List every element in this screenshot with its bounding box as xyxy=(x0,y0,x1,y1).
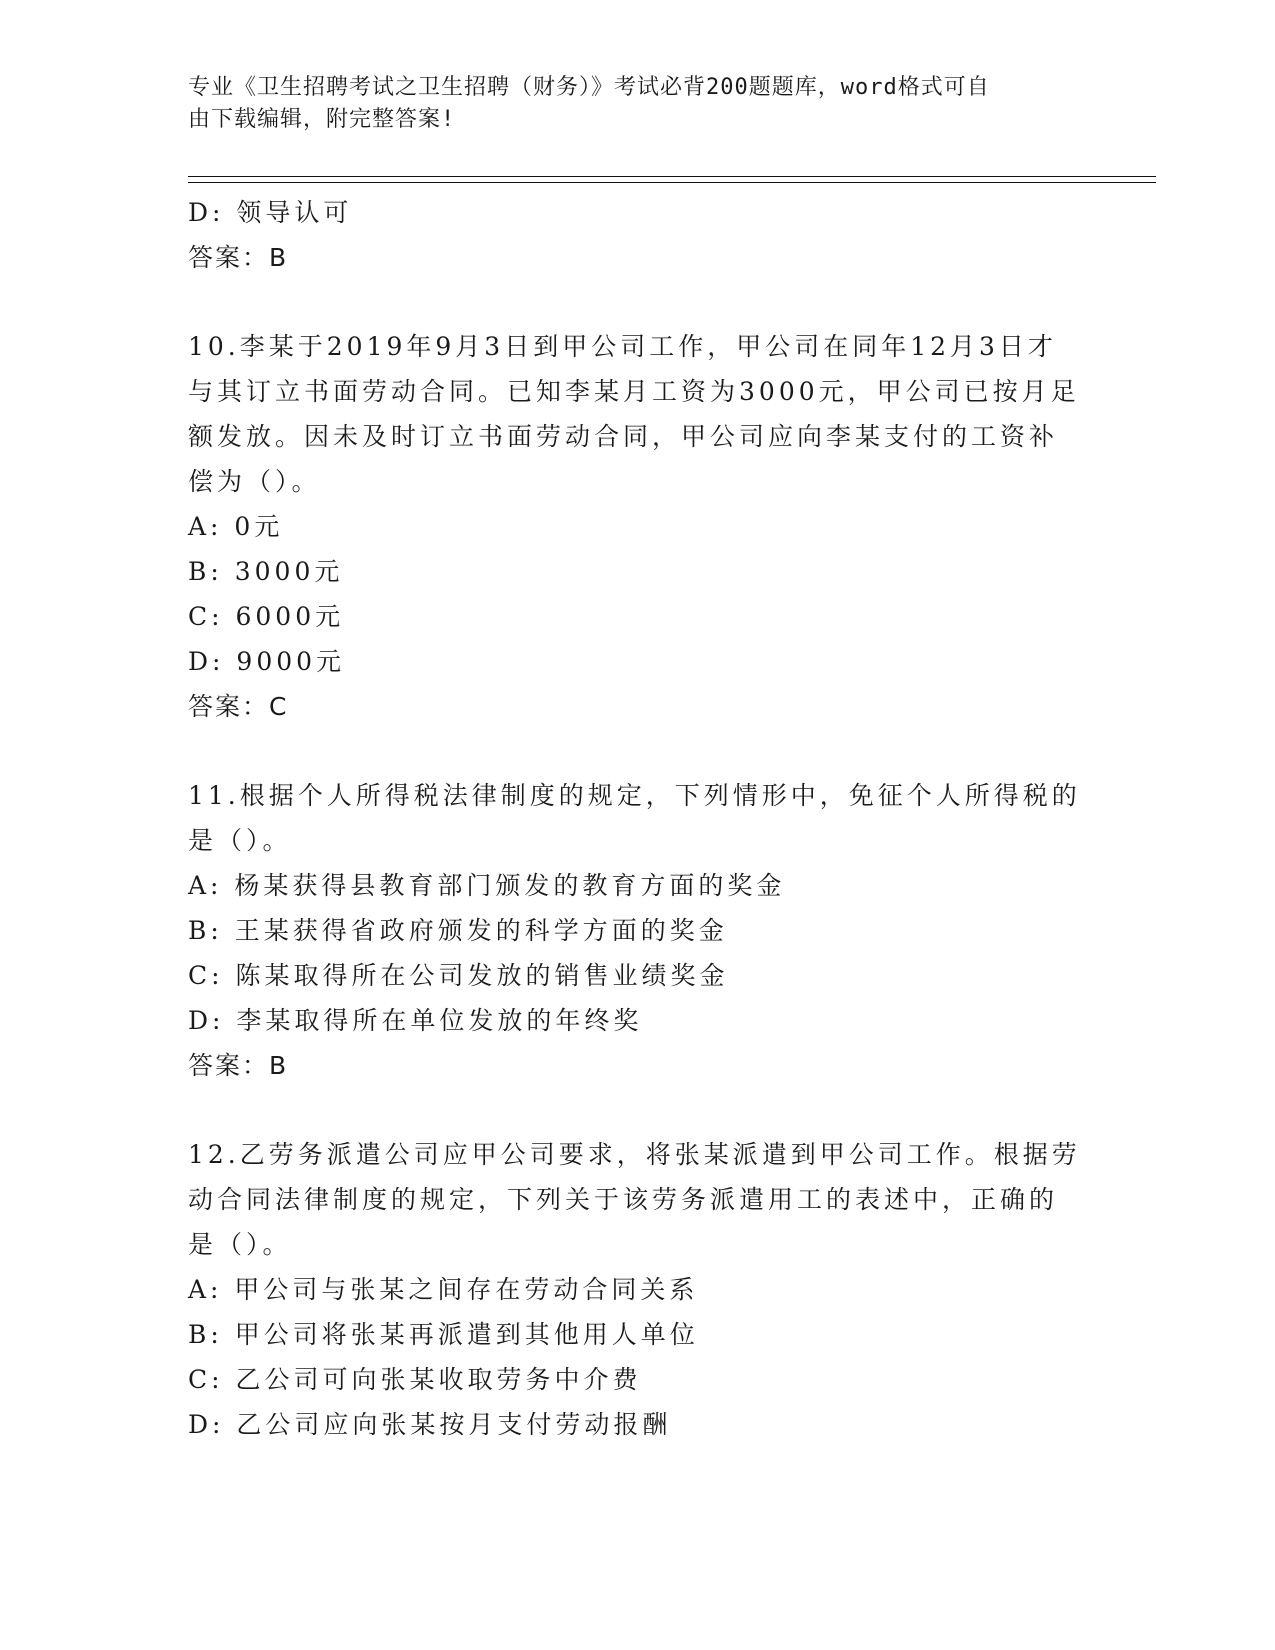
header-rule-bottom xyxy=(188,182,1156,183)
question-10-answer: 答案：C xyxy=(188,692,289,721)
prev-question-answer: 答案：B xyxy=(188,243,289,272)
header-line-1: 专业《卫生招聘考试之卫生招聘（财务）》考试必背200题题库，word格式可自 xyxy=(188,75,990,100)
question-12-option-a: A: 甲公司与张某之间存在劳动合同关系 xyxy=(188,1275,699,1304)
stem-line: 是（）。 xyxy=(188,1230,292,1259)
question-11-stem xyxy=(188,773,1081,863)
question-10-option-a: A: 0元 xyxy=(188,512,284,541)
question-10-option-d: D: 9000元 xyxy=(188,647,346,676)
question-12-stem xyxy=(188,1132,1081,1267)
question-11-option-c: C: 陈某取得所在公司发放的销售业绩奖金 xyxy=(188,961,729,990)
page-header xyxy=(188,72,1068,136)
stem-line: 是（）。 xyxy=(188,826,292,855)
header-line-2: 由下载编辑，附完整答案! xyxy=(188,107,456,132)
prev-question-option-d: D: 领导认可 xyxy=(188,198,353,227)
question-10-stem xyxy=(188,324,1080,504)
question-10-option-c: C: 6000元 xyxy=(188,602,345,631)
stem-line: 偿为（）。 xyxy=(188,467,321,496)
question-11-option-b: B: 王某获得省政府颁发的科学方面的奖金 xyxy=(188,916,728,945)
stem-line: 12.乙劳务派遣公司应甲公司要求，将张某派遣到甲公司工作。根据劳 xyxy=(188,1140,1081,1169)
question-12-option-b: B: 甲公司将张某再派遣到其他用人单位 xyxy=(188,1320,699,1349)
spacer xyxy=(188,1088,1088,1132)
stem-line: 额发放。因未及时订立书面劳动合同，甲公司应向李某支付的工资补 xyxy=(188,422,1059,451)
stem-line: 10.李某于2019年9月3日到甲公司工作，甲公司在同年12月3日才 xyxy=(188,332,1057,361)
question-11-answer: 答案：B xyxy=(188,1051,289,1080)
question-10-option-b: B: 3000元 xyxy=(188,557,344,586)
header-rule-top xyxy=(188,176,1156,177)
question-12-option-c: C: 乙公司可向张某收取劳务中介费 xyxy=(188,1365,642,1394)
spacer xyxy=(188,280,1088,324)
question-11-option-a: A: 杨某获得县教育部门颁发的教育方面的奖金 xyxy=(188,871,786,900)
spacer xyxy=(188,729,1088,773)
stem-line: 11.根据个人所得税法律制度的规定，下列情形中，免征个人所得税的 xyxy=(188,781,1081,810)
stem-line: 与其订立书面劳动合同。已知李某月工资为3000元，甲公司已按月足 xyxy=(188,377,1080,406)
question-content xyxy=(188,190,1088,1447)
stem-line: 动合同法律制度的规定，下列关于该劳务派遣用工的表述中，正确的 xyxy=(188,1185,1059,1214)
question-11-option-d: D: 李某取得所在单位发放的年终奖 xyxy=(188,1006,643,1035)
question-12-option-d: D: 乙公司应向张某按月支付劳动报酬 xyxy=(188,1410,672,1439)
